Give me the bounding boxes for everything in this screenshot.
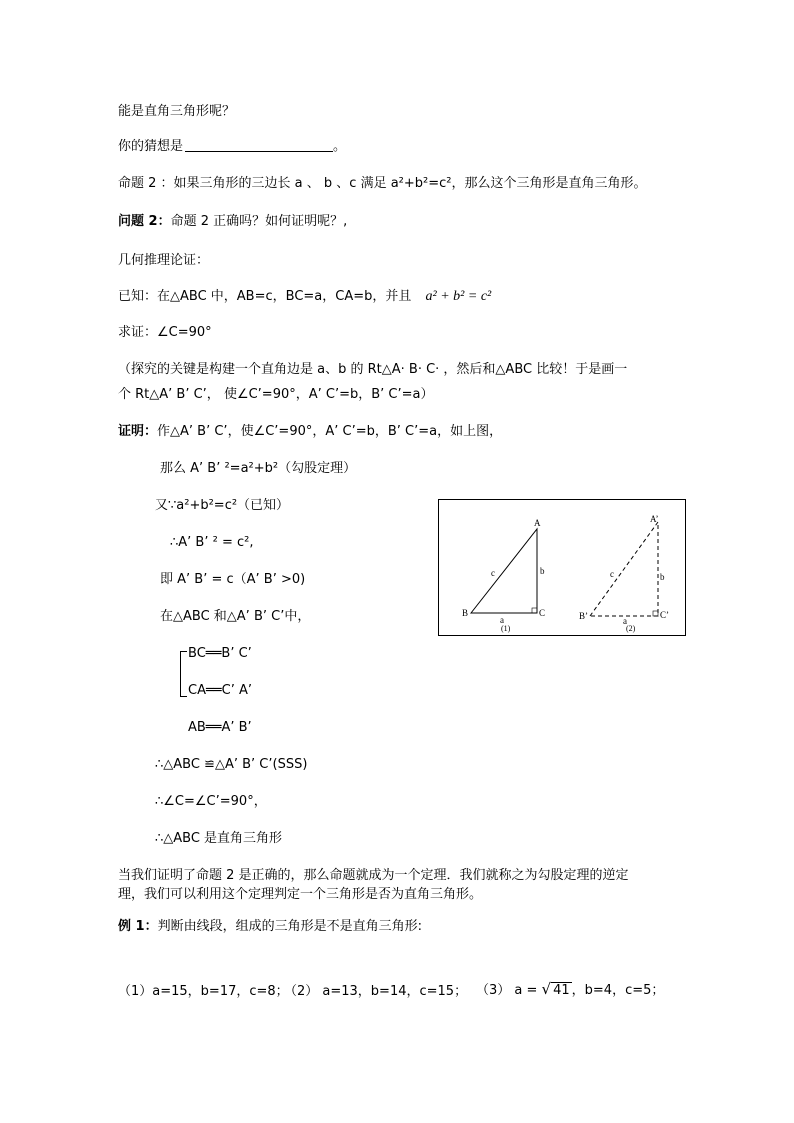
tri2-label-c-side: c (610, 569, 614, 579)
tri1-caption: (1) (501, 624, 511, 633)
congruence-bc: BC══B’ C’ (188, 646, 252, 661)
tri1-label-c-vertex: C (539, 608, 546, 618)
tri2-label-b-side: b (660, 572, 665, 582)
proof-step-5: 在△ABC 和△A’ B’ C’中， (160, 609, 311, 624)
guess-prefix: 你的猜想是 (118, 139, 184, 154)
brace (180, 651, 187, 697)
congruence-ab: AB══A’ B’ (188, 720, 252, 735)
tri1-label-b-vertex: B (462, 608, 469, 618)
example-item-3 (476, 980, 664, 1000)
known-text: 已知：在△ABC 中，AB=c，BC=a，CA=b，并且 (118, 289, 412, 304)
proof-step-3: ∴A’ B’ ² = c², (170, 535, 254, 550)
proposition-2: 命题 2 ：如果三角形的三边长 a 、 b 、c 满足 a²+b²=c²，那么这个三角形是直角三角形。 (118, 176, 647, 191)
example-3-prefix: （3） a = (476, 983, 538, 998)
example-1 (118, 918, 422, 936)
proof-step-10: ∴∠C=∠C’=90°， (155, 794, 267, 809)
example-3-suffix: ，b=4，c=5； (571, 983, 665, 998)
triangle-figure (438, 499, 686, 636)
proof-step-4: 即 A’ B’ = c（A’ B’ >0) (160, 572, 306, 587)
question-2 (118, 213, 347, 231)
guess-line (118, 137, 346, 156)
sqrt-radicand: 41 (553, 983, 570, 998)
example-item-2: （2） a=13，b=14，c=15； (284, 984, 468, 999)
tri1-label-a-vertex: A (534, 518, 541, 528)
example-item-1: （1）a=15，b=17，c=8； (118, 984, 289, 999)
geometry-heading: 几何推理论证： (118, 253, 210, 268)
known-formula: a² + b² = c² (425, 289, 492, 304)
tri2-label-a-side: a (623, 616, 627, 626)
example-label: 例 1： (118, 919, 158, 934)
example-text: 判断由线段，组成的三角形是不是直角三角形: (157, 919, 422, 934)
hint-line-1: （探究的关键是构建一个直角边是 a、b 的 Rt△A· B· C· ，然后和△ABC 比较！于是画一 (118, 362, 628, 377)
tri2-label-c-vertex: C’ (660, 610, 669, 620)
question-2-label: 问题 2： (118, 214, 171, 229)
sqrt-symbol: √ 41 (541, 980, 570, 998)
tri1-label-b-side: b (540, 566, 545, 576)
tri1-label-a-side: a (500, 615, 504, 625)
conclusion-line-2: 理，我们可以利用这个定理判定一个三角形是否为直角三角形。 (118, 887, 483, 902)
proof-text: 作△A’ B’ C’，使∠C’=90°，A’ C’=b，B’ C’=a，如上图， (157, 424, 503, 439)
proof-step-9: ∴△ABC ≌△A’ B’ C’(SSS) (155, 757, 308, 772)
guess-blank (185, 137, 333, 152)
tri2-caption: (2) (626, 624, 636, 633)
prove-line: 求证：∠C=90° (118, 325, 212, 340)
guess-suffix: 。 (333, 139, 347, 154)
conclusion-line-1: 当我们证明了命题 2 是正确的，那么命题就成为一个定理．我们就称之为勾股定理的逆定 (118, 868, 629, 883)
proof-line (118, 423, 502, 441)
question-2-text: 命题 2 正确吗？如何证明呢？, (170, 214, 348, 229)
tri2-label-a-vertex: A’ (650, 514, 659, 524)
congruence-ca: CA══C’ A’ (188, 683, 252, 698)
proof-step-2: 又∵a²+b²=c²（已知） (155, 498, 290, 513)
known-line (118, 288, 491, 306)
hint-line-2: 个 Rt△A’ B’ C’， 使∠C’=90°，A’ C’=b，B’ C’=a） (118, 387, 434, 402)
question-intro: 能是直角三角形呢？ (118, 104, 236, 119)
proof-step-1: 那么 A’ B’ ²=a²+b²（勾股定理） (160, 461, 357, 476)
triangle-2 (579, 514, 669, 633)
proof-step-11: ∴△ABC 是直角三角形 (155, 831, 283, 846)
triangle-1 (462, 518, 545, 633)
tri2-label-b-vertex: B’ (579, 611, 588, 621)
proof-label: 证明： (118, 424, 158, 439)
tri1-label-c-side: c (491, 568, 495, 578)
triangle-figure-svg (439, 500, 685, 635)
